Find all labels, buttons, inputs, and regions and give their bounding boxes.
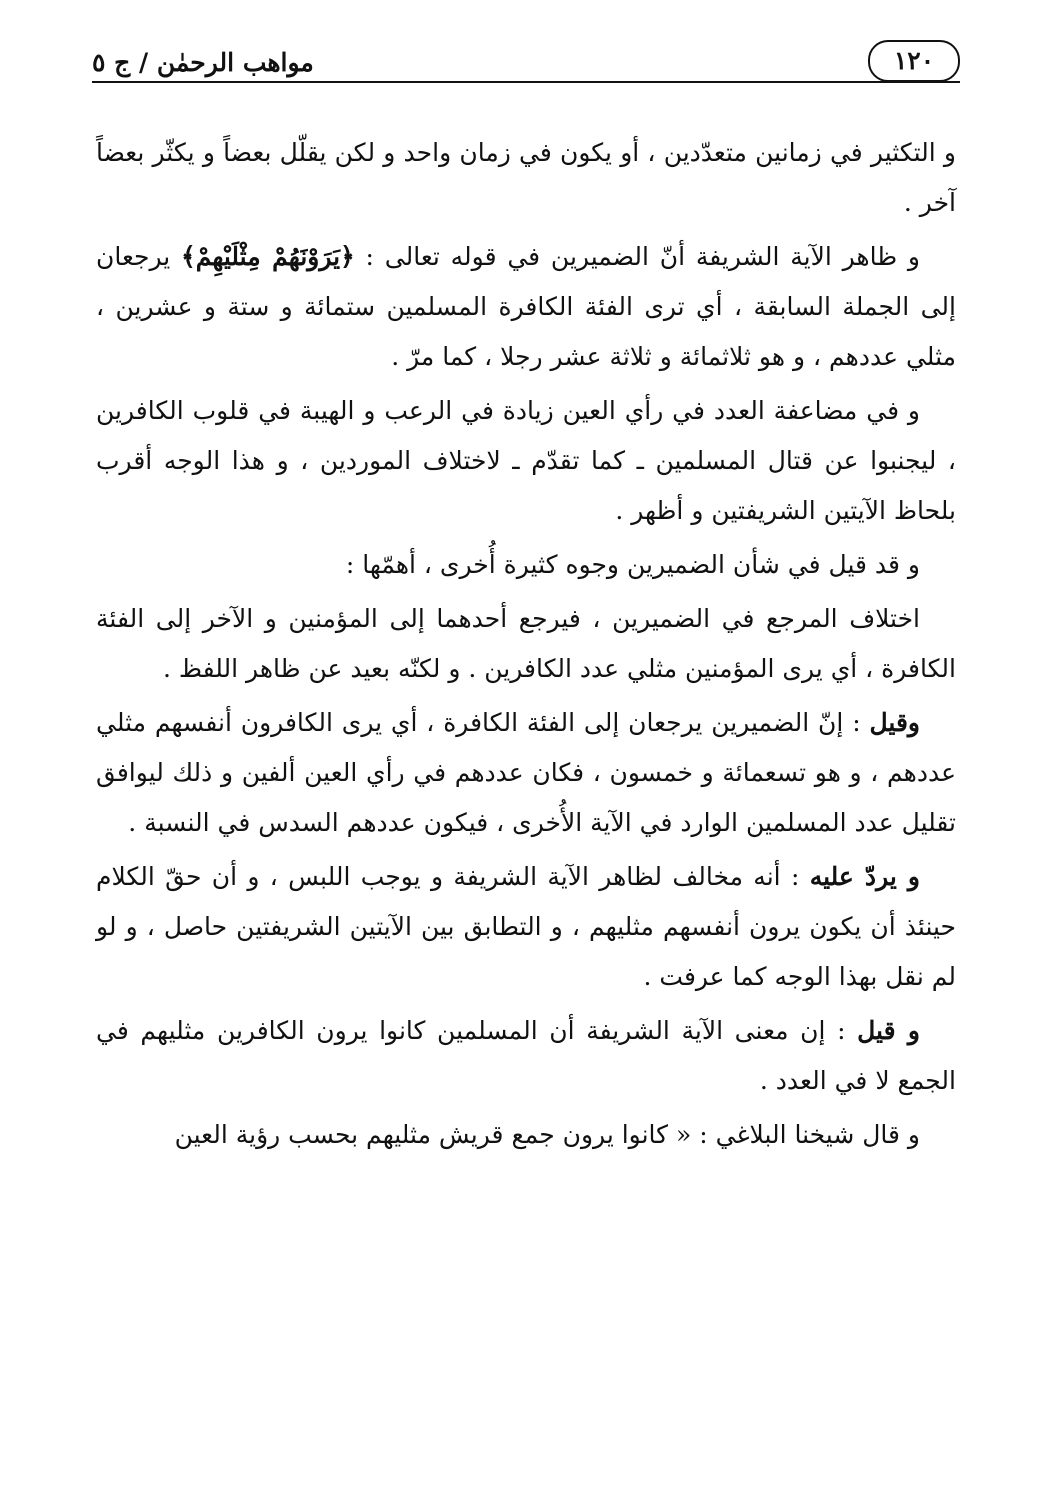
paragraph-text: : إن معنى الآية الشريفة أن المسلمين كانوا يرون الكافرين مثليهم في الجمع لا في العدد . [96,1016,956,1095]
paragraph [96,852,956,1002]
paragraph-text: : أنه مخالف لظاهر الآية الشريفة و يوجب اللبس ، و أن حقّ الكلام حينئذ أن يكون يرون أنفسهم مثليهم ، و التطابق بين الآيتين الشريفتين حاصل ، و لو لم نقل بهذا الوجه كما عرفت . [96,862,956,991]
running-title: مواهب الرحمٰن / ج ٥ [92,48,314,77]
paragraph [96,232,956,382]
paragraph [96,1110,956,1160]
paragraph-text: و في مضاعفة العدد في رأي العين زيادة في الرعب و الهيبة في قلوب الكافرين ، ليجنبوا عن قتال المسلمين ـ كما تقدّم ـ لاختلاف الموردين ، و هذا الوجه أقرب بلحاظ الآيتين الشريفتين و أظهر . [96,396,956,525]
paragraph-text: : إنّ الضميرين يرجعان إلى الفئة الكافرة ، أي يرى الكافرون أنفسهم مثلي عددهم ، و هو تسعمائة و خمسون ، فكان عددهم في رأي العين ألفين و ذلك ليوافق تقليل عدد المسلمين الوارد في الآية الأُخرى ، فيكون عددهم السدس في النسبة . [96,708,956,837]
quran-verse: ﴿يَرَوْنَهُمْ مِثْلَيْهِمْ﴾ [181,242,355,271]
paragraph [96,698,956,848]
paragraph-text: و ظاهر الآية الشريفة أنّ الضميرين في قوله تعالى : [354,242,920,271]
paragraph [96,128,956,228]
paragraph-text: و قد قيل في شأن الضميرين وجوه كثيرة أُخرى ، أهمّها : [345,550,920,579]
paragraph-text: يرجعان إلى الجملة السابقة ، أي ترى الفئة الكافرة المسلمين ستمائة و ستة و عشرين ، مثلي عددهم ، و هو ثلاثمائة و ثلاثة عشر رجلا ، كما مرّ . [96,242,956,371]
header-rule [92,81,960,83]
paragraph-text: اختلاف المرجع في الضميرين ، فيرجع أحدهما إلى المؤمنين و الآخر إلى الفئة الكافرة ، أي يرى المؤمنين مثلي عدد الكافرين . و لكنّه بعيد عن ظاهر اللفظ . [96,604,956,683]
page-number: ١٢٠ [868,40,960,82]
paragraph-label: و يردّ عليه [809,862,920,891]
paragraph-text: و قال شيخنا البلاغي : « كانوا يرون جمع قريش مثليهم بحسب رؤية العين [174,1120,920,1149]
paragraph [96,1006,956,1106]
paragraph [96,540,956,590]
paragraph-label: وقيل [869,708,920,737]
paragraph [96,594,956,694]
body-text [96,128,956,1164]
paragraph [96,386,956,536]
paragraph-label: و قيل [857,1016,920,1045]
paragraph-text: و التكثير في زمانين متعدّدين ، أو يكون في زمان واحد و لكن يقلّل بعضاً و يكثّر بعضاً آخر . [96,138,956,217]
